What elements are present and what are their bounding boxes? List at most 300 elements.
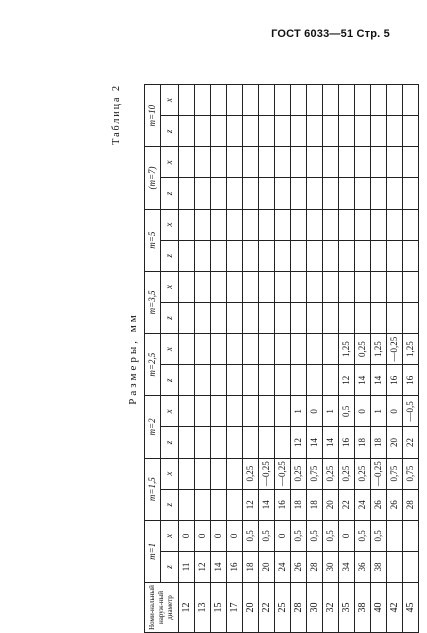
dimensions-table: [144, 84, 419, 633]
x-value-cell: [243, 271, 259, 302]
x-value-cell: [211, 147, 227, 178]
page-header: ГОСТ 6033—51 Стр. 5: [271, 28, 390, 40]
z-value-cell: [211, 178, 227, 209]
x-value-cell: [339, 209, 355, 240]
z-value-cell: [195, 116, 211, 147]
z-value-cell: [195, 178, 211, 209]
x-value-cell: [211, 458, 227, 489]
z-value-cell: [195, 427, 211, 458]
table-row: [195, 85, 211, 633]
z-value-cell: 28: [307, 551, 323, 582]
x-value-cell: [403, 85, 419, 116]
z-value-cell: 18: [291, 489, 307, 520]
z-value-cell: [259, 427, 275, 458]
diameter-cell: 17: [227, 583, 243, 633]
table-row: [387, 85, 403, 633]
z-value-cell: [227, 116, 243, 147]
z-value-cell: [211, 365, 227, 396]
x-value-cell: [275, 271, 291, 302]
header-module-group: m=2,5: [145, 334, 161, 396]
z-value-cell: [243, 240, 259, 271]
x-value-cell: [275, 396, 291, 427]
z-value-cell: 18: [371, 427, 387, 458]
z-value-cell: [211, 489, 227, 520]
z-value-cell: [307, 240, 323, 271]
z-value-cell: 14: [355, 365, 371, 396]
x-value-cell: [387, 271, 403, 302]
z-value-cell: [403, 116, 419, 147]
header-x: x: [161, 520, 179, 551]
header-z: z: [161, 427, 179, 458]
z-value-cell: 12: [339, 365, 355, 396]
x-value-cell: 1,25: [371, 334, 387, 365]
x-value-cell: [179, 396, 195, 427]
x-value-cell: [387, 209, 403, 240]
x-value-cell: 0: [195, 520, 211, 551]
z-value-cell: [387, 240, 403, 271]
z-value-cell: [323, 365, 339, 396]
x-value-cell: [323, 271, 339, 302]
table-title: Таблица 2: [111, 84, 122, 145]
x-value-cell: [323, 209, 339, 240]
z-value-cell: [307, 116, 323, 147]
z-value-cell: 30: [323, 551, 339, 582]
x-value-cell: [179, 334, 195, 365]
x-value-cell: —0,25: [259, 458, 275, 489]
x-value-cell: [387, 147, 403, 178]
x-value-cell: 0,25: [291, 458, 307, 489]
x-value-cell: 0,5: [259, 520, 275, 551]
z-value-cell: [403, 551, 419, 582]
z-value-cell: [179, 302, 195, 333]
x-value-cell: 0,5: [371, 520, 387, 551]
x-value-cell: [307, 147, 323, 178]
z-value-cell: [275, 178, 291, 209]
z-value-cell: [403, 178, 419, 209]
table-row: [275, 85, 291, 633]
rotated-table-block: [110, 84, 415, 633]
x-value-cell: 0,5: [355, 520, 371, 551]
z-value-cell: [179, 116, 195, 147]
x-value-cell: [291, 271, 307, 302]
x-value-cell: [195, 396, 211, 427]
z-value-cell: [211, 240, 227, 271]
x-value-cell: [275, 209, 291, 240]
header-module-group: m=2: [145, 396, 161, 458]
z-value-cell: [275, 427, 291, 458]
x-value-cell: 1: [323, 396, 339, 427]
x-value-cell: 1,25: [403, 334, 419, 365]
x-value-cell: [291, 209, 307, 240]
table-row: [211, 85, 227, 633]
z-value-cell: 20: [323, 489, 339, 520]
z-value-cell: [275, 240, 291, 271]
z-value-cell: [179, 178, 195, 209]
table-row: [179, 85, 195, 633]
header-module-group: (m=7): [145, 147, 161, 209]
table-row: [243, 85, 259, 633]
x-value-cell: 0,75: [403, 458, 419, 489]
header-z: z: [161, 240, 179, 271]
diameter-cell: 32: [323, 583, 339, 633]
z-value-cell: [179, 489, 195, 520]
x-value-cell: 0,25: [243, 458, 259, 489]
x-value-cell: [211, 85, 227, 116]
z-value-cell: [259, 116, 275, 147]
z-value-cell: [211, 427, 227, 458]
z-value-cell: [339, 240, 355, 271]
header-z: z: [161, 178, 179, 209]
header-z: z: [161, 302, 179, 333]
x-value-cell: [195, 209, 211, 240]
z-value-cell: [323, 302, 339, 333]
z-value-cell: [227, 489, 243, 520]
diameter-cell: 38: [355, 583, 371, 633]
z-value-cell: 20: [259, 551, 275, 582]
x-value-cell: 0,5: [323, 520, 339, 551]
z-value-cell: [275, 365, 291, 396]
x-value-cell: [371, 147, 387, 178]
x-value-cell: 0: [179, 520, 195, 551]
z-value-cell: [243, 427, 259, 458]
z-value-cell: [355, 302, 371, 333]
z-value-cell: 22: [339, 489, 355, 520]
z-value-cell: [387, 116, 403, 147]
z-value-cell: 14: [307, 427, 323, 458]
x-value-cell: [195, 147, 211, 178]
x-value-cell: [179, 271, 195, 302]
x-value-cell: [211, 209, 227, 240]
z-value-cell: 16: [387, 365, 403, 396]
table-row: [339, 85, 355, 633]
x-value-cell: 0,25: [355, 334, 371, 365]
x-value-cell: [275, 334, 291, 365]
z-value-cell: [323, 178, 339, 209]
table-row: [403, 85, 419, 633]
z-value-cell: [355, 240, 371, 271]
z-value-cell: [291, 365, 307, 396]
x-value-cell: [211, 271, 227, 302]
z-value-cell: [291, 178, 307, 209]
table-row: [307, 85, 323, 633]
z-value-cell: 12: [243, 489, 259, 520]
z-value-cell: [323, 240, 339, 271]
diameter-cell: 15: [211, 583, 227, 633]
x-value-cell: [323, 85, 339, 116]
z-value-cell: [307, 365, 323, 396]
z-value-cell: [243, 302, 259, 333]
x-value-cell: 0: [227, 520, 243, 551]
z-value-cell: [307, 178, 323, 209]
header-z: z: [161, 116, 179, 147]
z-value-cell: 16: [403, 365, 419, 396]
z-value-cell: [275, 116, 291, 147]
x-value-cell: [355, 271, 371, 302]
z-value-cell: [243, 116, 259, 147]
z-value-cell: 11: [179, 551, 195, 582]
z-value-cell: 18: [243, 551, 259, 582]
x-value-cell: [243, 147, 259, 178]
z-value-cell: [259, 365, 275, 396]
x-value-cell: 0,75: [307, 458, 323, 489]
z-value-cell: 36: [355, 551, 371, 582]
x-value-cell: 0,5: [339, 396, 355, 427]
x-value-cell: [291, 85, 307, 116]
x-value-cell: [403, 271, 419, 302]
header-row-groups: [145, 85, 161, 633]
header-x: x: [161, 396, 179, 427]
z-value-cell: [339, 116, 355, 147]
x-value-cell: [307, 85, 323, 116]
x-value-cell: 0: [307, 396, 323, 427]
z-value-cell: [259, 302, 275, 333]
z-value-cell: 12: [195, 551, 211, 582]
header-z: z: [161, 489, 179, 520]
x-value-cell: 1: [291, 396, 307, 427]
x-value-cell: [259, 334, 275, 365]
header-nominal-diameter: Номи-нальный наруж-ный диаметр: [145, 583, 179, 633]
x-value-cell: [259, 209, 275, 240]
x-value-cell: —0,25: [275, 458, 291, 489]
table-row: [371, 85, 387, 633]
x-value-cell: [179, 85, 195, 116]
x-value-cell: [195, 334, 211, 365]
z-value-cell: 16: [275, 489, 291, 520]
z-value-cell: [227, 178, 243, 209]
x-value-cell: [227, 85, 243, 116]
x-value-cell: [355, 85, 371, 116]
x-value-cell: [307, 209, 323, 240]
z-value-cell: [291, 240, 307, 271]
z-value-cell: 22: [403, 427, 419, 458]
z-value-cell: [371, 178, 387, 209]
x-value-cell: [195, 271, 211, 302]
z-value-cell: [259, 178, 275, 209]
x-value-cell: [387, 85, 403, 116]
x-value-cell: [195, 85, 211, 116]
z-value-cell: [355, 178, 371, 209]
x-value-cell: [227, 458, 243, 489]
x-value-cell: 0: [387, 396, 403, 427]
x-value-cell: [179, 458, 195, 489]
z-value-cell: [227, 365, 243, 396]
z-value-cell: [259, 240, 275, 271]
z-value-cell: [387, 178, 403, 209]
x-value-cell: 0,25: [339, 458, 355, 489]
header-x: x: [161, 147, 179, 178]
x-value-cell: 0,25: [355, 458, 371, 489]
x-value-cell: [403, 147, 419, 178]
z-value-cell: 26: [371, 489, 387, 520]
header-row-subcolumns: [161, 85, 179, 633]
z-value-cell: [211, 302, 227, 333]
table-row: [227, 85, 243, 633]
x-value-cell: [227, 396, 243, 427]
z-value-cell: 38: [371, 551, 387, 582]
header-module-group: m=1: [145, 520, 161, 582]
table-row: [291, 85, 307, 633]
header-z: z: [161, 551, 179, 582]
z-value-cell: [339, 178, 355, 209]
z-value-cell: [323, 116, 339, 147]
x-value-cell: [339, 271, 355, 302]
x-value-cell: [211, 396, 227, 427]
z-value-cell: 24: [355, 489, 371, 520]
header-x: x: [161, 271, 179, 302]
z-value-cell: [195, 240, 211, 271]
z-value-cell: [227, 240, 243, 271]
diameter-cell: 35: [339, 583, 355, 633]
x-value-cell: [323, 334, 339, 365]
diameter-cell: 13: [195, 583, 211, 633]
z-value-cell: [179, 240, 195, 271]
diameter-cell: 40: [371, 583, 387, 633]
x-value-cell: [275, 147, 291, 178]
z-value-cell: [387, 302, 403, 333]
x-value-cell: 0: [211, 520, 227, 551]
x-value-cell: [355, 147, 371, 178]
x-value-cell: [227, 334, 243, 365]
x-value-cell: 0: [275, 520, 291, 551]
header-module-group: m=5: [145, 209, 161, 271]
header-x: x: [161, 334, 179, 365]
x-value-cell: [243, 396, 259, 427]
z-value-cell: [179, 427, 195, 458]
header-x: x: [161, 458, 179, 489]
header-module-group: m=1,5: [145, 458, 161, 520]
x-value-cell: [211, 334, 227, 365]
x-value-cell: —0,5: [403, 396, 419, 427]
x-value-cell: 0,5: [291, 520, 307, 551]
z-value-cell: 34: [339, 551, 355, 582]
z-value-cell: [275, 302, 291, 333]
diameter-cell: 28: [291, 583, 307, 633]
z-value-cell: [243, 365, 259, 396]
z-value-cell: 16: [227, 551, 243, 582]
z-value-cell: [307, 302, 323, 333]
x-value-cell: [243, 85, 259, 116]
x-value-cell: [227, 209, 243, 240]
x-value-cell: [323, 147, 339, 178]
diameter-cell: 25: [275, 583, 291, 633]
z-value-cell: [243, 178, 259, 209]
table-row: [259, 85, 275, 633]
z-value-cell: [291, 302, 307, 333]
x-value-cell: [403, 209, 419, 240]
z-value-cell: 20: [387, 427, 403, 458]
z-value-cell: [355, 116, 371, 147]
z-value-cell: 24: [275, 551, 291, 582]
x-value-cell: [275, 85, 291, 116]
x-value-cell: 0,25: [323, 458, 339, 489]
diameter-cell: 45: [403, 583, 419, 633]
z-value-cell: [371, 116, 387, 147]
x-value-cell: [195, 458, 211, 489]
z-value-cell: [387, 551, 403, 582]
x-value-cell: 1: [371, 396, 387, 427]
z-value-cell: [403, 302, 419, 333]
x-value-cell: [259, 147, 275, 178]
x-value-cell: [371, 85, 387, 116]
x-value-cell: [371, 271, 387, 302]
z-value-cell: 14: [371, 365, 387, 396]
x-value-cell: [227, 147, 243, 178]
x-value-cell: [291, 334, 307, 365]
x-value-cell: [179, 209, 195, 240]
z-value-cell: 28: [403, 489, 419, 520]
z-value-cell: [371, 302, 387, 333]
x-value-cell: [307, 334, 323, 365]
x-value-cell: [227, 271, 243, 302]
x-value-cell: [387, 520, 403, 551]
table-subtitle: Размеры, мм: [127, 312, 139, 405]
z-value-cell: [339, 302, 355, 333]
x-value-cell: [291, 147, 307, 178]
z-value-cell: [371, 240, 387, 271]
x-value-cell: 0,5: [307, 520, 323, 551]
header-module-group: m=10: [145, 85, 161, 147]
z-value-cell: [195, 365, 211, 396]
z-value-cell: [403, 240, 419, 271]
x-value-cell: [307, 271, 323, 302]
x-value-cell: [339, 147, 355, 178]
z-value-cell: [227, 302, 243, 333]
x-value-cell: 0: [339, 520, 355, 551]
x-value-cell: [243, 334, 259, 365]
z-value-cell: 26: [291, 551, 307, 582]
header-z: z: [161, 365, 179, 396]
z-value-cell: 18: [307, 489, 323, 520]
z-value-cell: 12: [291, 427, 307, 458]
x-value-cell: 0,5: [243, 520, 259, 551]
z-value-cell: 18: [355, 427, 371, 458]
z-value-cell: 14: [323, 427, 339, 458]
z-value-cell: [195, 489, 211, 520]
x-value-cell: 0: [355, 396, 371, 427]
z-value-cell: [211, 116, 227, 147]
z-value-cell: [227, 427, 243, 458]
table-row: [323, 85, 339, 633]
x-value-cell: 1,25: [339, 334, 355, 365]
x-value-cell: [179, 147, 195, 178]
z-value-cell: [195, 302, 211, 333]
diameter-cell: 20: [243, 583, 259, 633]
z-value-cell: 26: [387, 489, 403, 520]
x-value-cell: [259, 271, 275, 302]
diameter-cell: 42: [387, 583, 403, 633]
x-value-cell: [259, 85, 275, 116]
diameter-cell: 30: [307, 583, 323, 633]
diameter-cell: 22: [259, 583, 275, 633]
x-value-cell: [403, 520, 419, 551]
x-value-cell: 0,75: [387, 458, 403, 489]
table-row: [355, 85, 371, 633]
x-value-cell: [339, 85, 355, 116]
z-value-cell: 14: [211, 551, 227, 582]
x-value-cell: —0,25: [371, 458, 387, 489]
diameter-cell: 12: [179, 583, 195, 633]
header-x: x: [161, 85, 179, 116]
z-value-cell: [179, 365, 195, 396]
x-value-cell: [243, 209, 259, 240]
z-value-cell: [291, 116, 307, 147]
z-value-cell: 16: [339, 427, 355, 458]
z-value-cell: 14: [259, 489, 275, 520]
x-value-cell: —0,25: [387, 334, 403, 365]
header-module-group: m=3,5: [145, 271, 161, 333]
header-x: x: [161, 209, 179, 240]
x-value-cell: [371, 209, 387, 240]
